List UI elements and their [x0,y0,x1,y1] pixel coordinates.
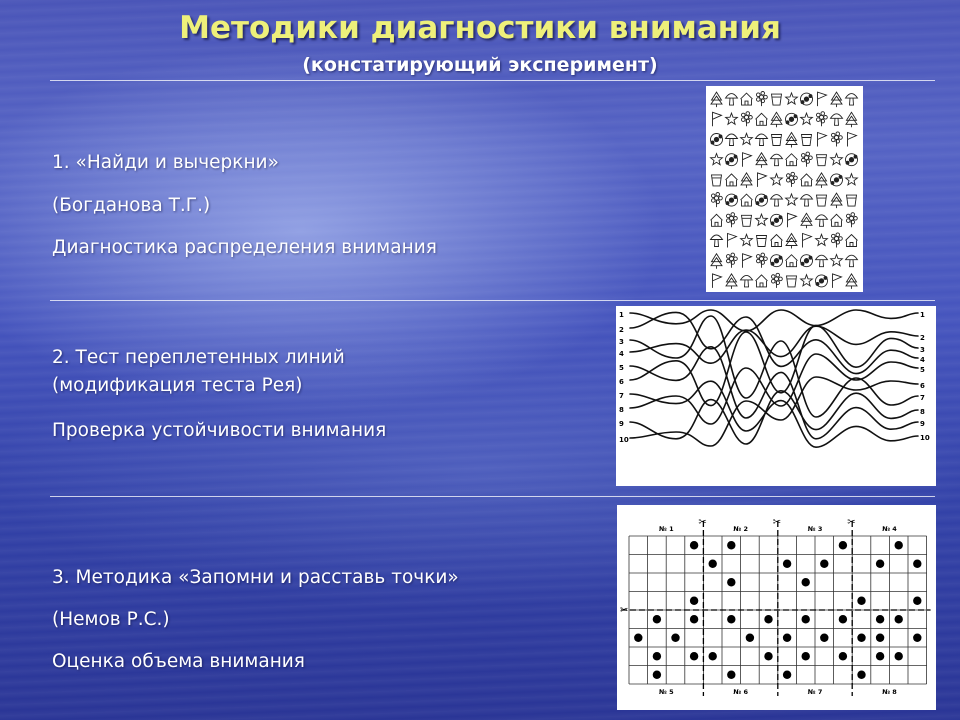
tree-icon [786,234,797,249]
method-3-heading: 3. Методика «Запомни и расставь точки» [52,567,459,588]
house-icon [846,235,858,247]
star-icon [741,234,753,245]
memory-dot [690,652,698,660]
memory-dot [895,652,903,660]
star-icon [831,255,843,266]
tree-icon [846,274,857,289]
line-end-number: 5 [920,366,925,374]
flower-icon [816,112,827,127]
cup-icon [712,175,722,186]
ball-icon [801,93,813,105]
cup-icon [742,215,752,226]
flag-icon [833,274,842,288]
line-start-number: 5 [619,364,624,372]
scissors-icon: ✂ [698,517,707,528]
star-icon [741,133,753,144]
memory-dot [876,652,884,660]
house-icon [756,275,768,287]
memory-dot [653,671,661,679]
house-icon [711,214,723,226]
flower-icon [711,192,722,207]
symbol-grid-svg [706,86,863,292]
memory-dot [895,541,903,549]
method-2-heading-line2: (модификация теста Рея) [52,375,303,396]
ball-icon [786,113,798,125]
memory-dot [746,634,754,642]
method-3-purpose: Оценка объема внимания [52,651,305,672]
memory-dot [895,615,903,623]
memory-dot [764,652,772,660]
ball-icon [726,194,738,206]
line-end-number: 10 [920,434,930,442]
house-icon [801,174,813,186]
flag-icon [713,274,722,288]
line-start-number: 7 [619,392,624,400]
method-2-purpose: Проверка устойчивости внимания [52,420,387,441]
divider-middle [50,300,935,301]
memory-dot [709,652,717,660]
memory-dot [671,634,679,642]
mushroom-icon [771,195,783,207]
line-start-number: 10 [619,436,629,444]
memory-dot [764,615,772,623]
mushroom-icon [801,195,813,207]
star-icon [831,154,843,165]
star-icon [816,234,828,245]
card-number-label: № 1 [659,525,674,533]
memory-dot [690,597,698,605]
memory-dot [727,671,735,679]
memory-dot [727,615,735,623]
flower-icon [741,112,752,127]
method-1-heading: 1. «Найди и вычеркни» [52,152,279,173]
memory-dot [839,652,847,660]
flag-icon [848,133,857,147]
tree-icon [816,173,827,188]
flag-icon [818,133,827,147]
house-icon [741,93,753,105]
tangled-line [630,354,918,424]
line-end-number: 7 [920,394,925,402]
line-end-number: 1 [920,311,925,319]
memory-dot [783,671,791,679]
memory-dot [709,560,717,568]
ball-icon [711,134,723,146]
card-number-label: № 4 [882,525,897,533]
star-icon [711,154,723,165]
tangled-line [630,391,918,444]
ball-icon [816,275,828,287]
house-icon [831,214,843,226]
method-1-author: (Богданова Т.Г.) [52,195,211,216]
star-icon [801,113,813,124]
line-start-number: 3 [619,338,624,346]
card-number-label: № 7 [807,688,823,696]
memory-dot [727,578,735,586]
slide-subtitle: (констатирующий эксперимент) [302,54,658,76]
memory-dot [876,615,884,623]
star-icon [786,194,798,205]
method-1-purpose: Диагностика распределения внимания [52,237,437,258]
memory-dot [783,634,791,642]
mushroom-icon [831,114,843,126]
tree-icon [786,133,797,148]
mushroom-icon [771,154,783,166]
line-end-number: 3 [920,346,925,354]
star-icon [846,174,858,185]
mushroom-icon [816,215,828,227]
flag-icon [803,234,812,248]
tangled-line [630,381,918,447]
line-end-number: 8 [920,408,925,416]
flag-icon [743,254,752,268]
ball-icon [801,255,813,267]
memory-dot [820,634,828,642]
line-start-number: 2 [619,326,624,334]
dots-grid-image [617,505,936,710]
flag-icon [818,92,827,106]
line-start-number: 1 [619,311,624,319]
cup-icon [787,276,797,287]
house-icon [771,235,783,247]
dots-grid-svg [617,505,936,710]
ball-icon [771,255,783,267]
memory-dot [820,560,828,568]
mushroom-icon [846,94,858,106]
flower-icon [786,172,797,187]
star-icon [786,93,798,104]
star-icon [756,214,768,225]
memory-dot [802,652,810,660]
line-end-number: 6 [920,382,925,390]
house-icon [786,255,798,267]
house-icon [741,194,753,206]
line-end-number: 9 [920,420,925,428]
mushroom-icon [756,134,768,146]
scissors-icon: ✂ [620,605,629,616]
card-number-label: № 3 [807,525,823,533]
flower-icon [846,213,857,228]
memory-dot [690,615,698,623]
memory-dot [839,541,847,549]
card-number-label: № 6 [733,688,749,696]
memory-dot [802,578,810,586]
flower-icon [726,213,737,228]
memory-dot [634,634,642,642]
ball-icon [726,154,738,166]
memory-dot [727,541,735,549]
memory-dot [913,560,921,568]
divider-top [50,80,935,81]
line-start-number: 9 [619,420,624,428]
mushroom-icon [846,255,858,267]
cup-icon [817,155,827,166]
cup-icon [772,94,782,105]
mushroom-icon [711,235,723,247]
house-icon [786,154,798,166]
flag-icon [728,234,737,248]
line-start-number: 6 [619,378,624,386]
ball-icon [756,194,768,206]
cup-icon [772,135,782,146]
flower-icon [771,273,782,288]
memory-dot [913,634,921,642]
mushroom-icon [726,134,738,146]
memory-dot [653,615,661,623]
line-end-number: 4 [920,356,925,364]
cup-icon [817,195,827,206]
house-icon [726,174,738,186]
flag-icon [743,153,752,167]
star-icon [726,113,738,124]
ball-icon [831,174,843,186]
memory-dot [857,634,865,642]
ball-icon [846,154,858,166]
card-number-label: № 8 [882,688,897,696]
tangled-lines-image [616,306,936,486]
tree-icon [726,274,737,289]
flower-icon [831,132,842,147]
tree-icon [846,112,857,127]
scissors-icon: ✂ [772,517,782,528]
flower-icon [801,152,812,167]
memory-dot [876,560,884,568]
tree-icon [756,153,767,168]
star-icon [801,275,813,286]
memory-dot [839,615,847,623]
memory-dot [857,671,865,679]
mushroom-icon [741,275,753,287]
line-end-number: 2 [920,334,925,342]
method-2-heading-line1: 2. Тест переплетенных линий [52,347,345,368]
line-start-number: 4 [619,350,624,358]
tangled-lines-svg [616,306,936,486]
flag-icon [758,173,767,187]
memory-dot [783,560,791,568]
house-icon [756,113,768,125]
mushroom-icon [816,255,828,267]
tree-icon [711,92,722,107]
method-3-author: (Немов Р.С.) [52,609,170,630]
tree-icon [831,92,842,107]
symbol-grid-image [706,86,863,292]
tree-icon [771,112,782,127]
cup-icon [847,195,857,206]
tree-icon [831,193,842,208]
flower-icon [756,253,767,268]
flag-icon [713,112,722,126]
mushroom-icon [726,94,738,106]
flag-icon [788,213,797,227]
cup-icon [802,135,812,146]
flower-icon [831,233,842,248]
memory-dot [913,597,921,605]
star-icon [771,174,783,185]
flower-icon [756,91,767,106]
memory-dot [876,634,884,642]
divider-bottom [50,496,935,497]
memory-dot [802,615,810,623]
card-number-label: № 2 [733,525,749,533]
tree-icon [741,173,752,188]
flower-icon [726,253,737,268]
cup-icon [757,236,767,247]
line-start-number: 8 [619,406,624,414]
memory-dot [690,541,698,549]
scissors-icon: ✂ [847,517,856,528]
card-number-label: № 5 [659,688,674,696]
tree-icon [711,254,722,269]
tree-icon [801,213,812,228]
memory-dot [857,597,865,605]
slide-title: Методики диагностики внимания [179,10,781,46]
ball-icon [771,214,783,226]
memory-dot [653,652,661,660]
